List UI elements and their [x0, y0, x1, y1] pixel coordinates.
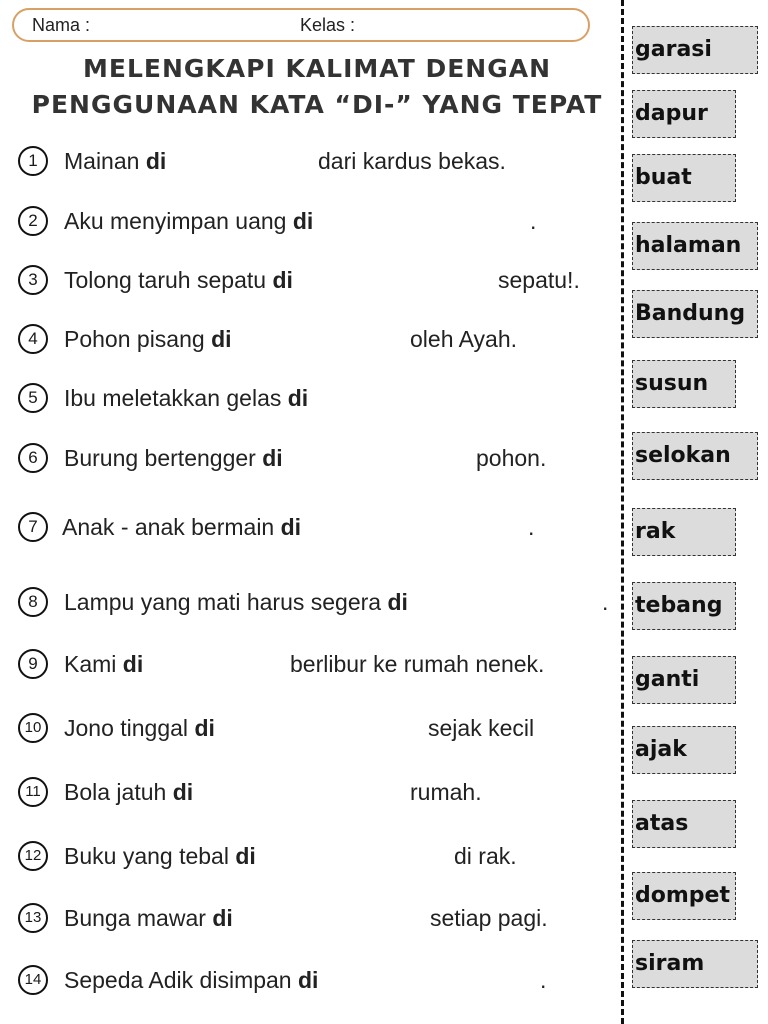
- word-card-dapur[interactable]: dapur: [632, 90, 736, 138]
- question-number: 11: [18, 777, 48, 807]
- question-5: [18, 383, 618, 419]
- question-number: 10: [18, 713, 48, 743]
- question-text: Mainan: [64, 148, 146, 174]
- question-tail: .: [602, 589, 609, 615]
- word-card-halaman[interactable]: halaman: [632, 222, 758, 270]
- di-prefix: di: [122, 651, 144, 677]
- word-card-ajak[interactable]: ajak: [632, 726, 736, 774]
- title-line-2: PENGGUNAAN KATA “DI-” YANG TEPAT: [31, 90, 603, 119]
- question-text: Buku yang tebal: [64, 843, 236, 869]
- question-4: [18, 324, 618, 360]
- question-number: 4: [18, 324, 48, 354]
- word-card-atas[interactable]: atas: [632, 800, 736, 848]
- question-13: [18, 903, 618, 939]
- question-9: [18, 649, 618, 685]
- question-number: 12: [18, 841, 48, 871]
- question-tail: sepatu!.: [498, 267, 580, 293]
- question-text: Bunga mawar: [64, 905, 213, 931]
- question-tail: pohon.: [476, 445, 547, 471]
- question-number: 7: [18, 512, 48, 542]
- word-card-dompet[interactable]: dompet: [632, 872, 736, 920]
- word-card-tebang[interactable]: tebang: [632, 582, 736, 630]
- question-3: [18, 265, 618, 301]
- di-prefix: di: [292, 208, 314, 234]
- di-prefix: di: [211, 326, 232, 352]
- di-prefix: di: [212, 905, 233, 931]
- question-text: Ibu meletakkan gelas: [64, 385, 288, 411]
- name-class-box: [12, 8, 590, 42]
- question-tail: .: [530, 208, 537, 234]
- question-number: 3: [18, 265, 48, 295]
- di-prefix: di: [172, 779, 194, 805]
- question-tail: berlibur ke rumah nenek.: [290, 651, 545, 677]
- question-2: [18, 206, 618, 242]
- question-tail: sejak kecil: [428, 715, 535, 741]
- di-prefix: di: [194, 715, 215, 741]
- word-card-bandung[interactable]: Bandung: [632, 290, 758, 338]
- question-tail: .: [528, 514, 535, 540]
- word-card-buat[interactable]: buat: [632, 154, 736, 202]
- word-card-rak[interactable]: rak: [632, 508, 736, 556]
- question-10: [18, 713, 618, 749]
- question-6: [18, 443, 618, 479]
- word-card-ganti[interactable]: ganti: [632, 656, 736, 704]
- question-number: 13: [18, 903, 48, 933]
- di-prefix: di: [262, 445, 283, 471]
- question-text: Burung bertengger: [64, 445, 263, 471]
- question-number: 9: [18, 649, 48, 679]
- word-card-siram[interactable]: siram: [632, 940, 758, 988]
- question-text: Pohon pisang: [64, 326, 212, 352]
- question-11: [18, 777, 618, 813]
- question-text: Jono tinggal: [64, 715, 195, 741]
- question-number: 14: [18, 965, 48, 995]
- word-card-susun[interactable]: susun: [632, 360, 736, 408]
- di-prefix: di: [280, 514, 302, 540]
- question-text: Lampu yang mati harus segera: [64, 589, 388, 615]
- word-card-selokan[interactable]: selokan: [632, 432, 758, 480]
- di-prefix: di: [387, 589, 408, 615]
- question-text: Anak - anak bermain: [62, 514, 281, 540]
- question-tail: .: [540, 967, 547, 993]
- question-text: Sepeda Adik disimpan: [64, 967, 298, 993]
- question-8: [18, 587, 618, 623]
- question-12: [18, 841, 618, 877]
- question-number: 1: [18, 146, 48, 176]
- question-tail: dari kardus bekas.: [318, 148, 506, 174]
- di-prefix: di: [235, 843, 256, 869]
- question-text: Kami: [64, 651, 123, 677]
- dashed-divider: [621, 0, 624, 1024]
- class-label: Kelas :: [300, 15, 356, 35]
- question-14: [18, 965, 618, 1001]
- question-number: 5: [18, 383, 48, 413]
- di-prefix: di: [287, 385, 309, 411]
- question-tail: di rak.: [454, 843, 517, 869]
- question-text: Aku menyimpan uang: [64, 208, 293, 234]
- di-prefix: di: [145, 148, 167, 174]
- word-card-garasi[interactable]: garasi: [632, 26, 758, 74]
- di-prefix: di: [272, 267, 293, 293]
- question-text: Bola jatuh: [64, 779, 173, 805]
- name-label: Nama :: [32, 15, 91, 35]
- di-prefix: di: [298, 967, 319, 993]
- question-number: 2: [18, 206, 48, 236]
- question-tail: oleh Ayah.: [410, 326, 518, 352]
- question-7: [18, 512, 618, 548]
- question-tail: setiap pagi.: [430, 905, 548, 931]
- question-tail: rumah.: [410, 779, 482, 805]
- question-text: Tolong taruh sepatu: [64, 267, 273, 293]
- question-number: 6: [18, 443, 48, 473]
- question-number: 8: [18, 587, 48, 617]
- question-1: [18, 146, 618, 182]
- title-line-1: MELENGKAPI KALIMAT DENGAN: [83, 54, 551, 83]
